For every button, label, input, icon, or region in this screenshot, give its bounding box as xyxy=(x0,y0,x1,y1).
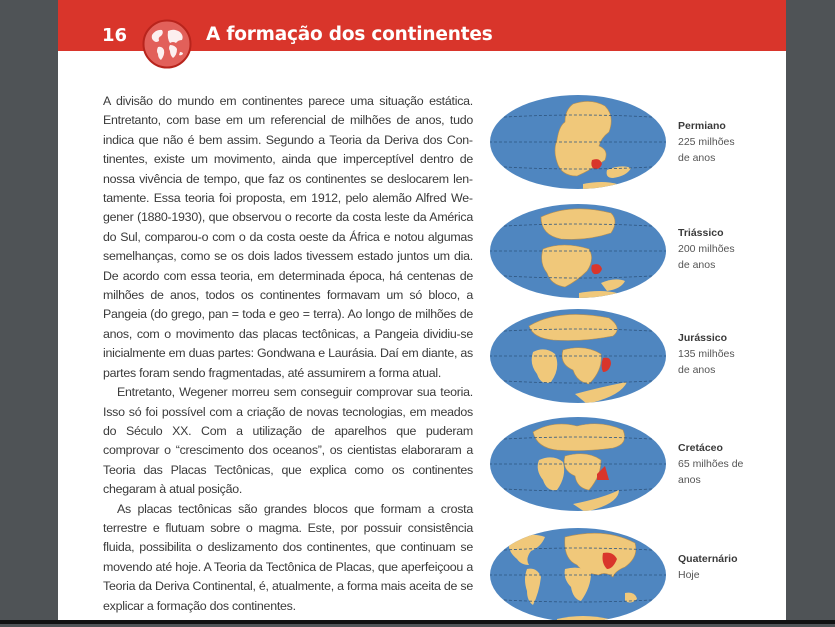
paragraph: As placas tectônicas são grandes blocos que formam a crosta terrestre e flutuam sobre o magma. Este, por possuir consistência fluida, possibilita o deslizamento dos continentes, que continuam se movendo até hoje. A Teoria da Tectônica de Placas, que aperfeiçoou a Teoria da Deriva Continental, é, atualmente, a forma mais aceita de se explicar a formação dos continentes. xyxy=(103,501,473,613)
era-age: 200 milhões de anos xyxy=(678,243,735,271)
page-number: 16 xyxy=(102,25,128,46)
chapter-title: A formação dos continentes xyxy=(206,24,493,45)
era-age: 225 milhões de anos xyxy=(678,136,735,164)
era-figure-permian xyxy=(489,94,779,194)
era-name: Triássico xyxy=(678,227,724,239)
era-age: 65 milhões de anos xyxy=(678,458,744,486)
era-age: 135 milhões de anos xyxy=(678,348,735,376)
paragraph: A divisão do mundo em continentes parece uma situação estática. Entretanto, com base em um referencial de milhões de anos, tudo indica que não é bem assim. Segundo a Teoria da Deriva dos Continentes, existe um movimento, ainda que imperceptível dentro de nossa vivência de tempo, que faz os continentes se deslocarem lentamente. Essa teoria foi proposta, em 1912, pelo alemão Alfred Wegener (1880-1930), que observou o recorte da costa leste da América do Sul, comparou-o com o da costa oeste da África e notou algumas semelhanças, como se os dois lados tivessem estado juntos um dia. De acordo com essa teoria, em determinada época, há centenas de milhões de anos, todos os continentes formavam um só bloco, a Pangeia (do grego, pan = toda e geo = terra). Ao longo de milhões de anos, com o movimento das placas tectônicas, a Pangeia dividiu-se inicialmente em duas partes: Gondwana e Laurásia. Daí em diante, as partes foram sendo fragmentadas, até assumirem a forma atual. xyxy=(103,94,473,380)
era-age: Hoje xyxy=(678,569,700,581)
paragraph: Entretanto, Wegener morreu sem conseguir comprovar sua teoria. Isso só foi possível com a criação de novas tecnologias, em meados do Século XX. Com a utilização de aparelhos que puderam comprovar o “crescimento dos oceanos”, os cientistas elaboraram a Teoria das Placas Tectônicas, que explica como os continentes chegaram à atual posição. xyxy=(103,385,473,497)
pangea-map-triassic-icon xyxy=(489,203,667,299)
era-caption xyxy=(678,551,738,583)
pangea-map-jurassic-icon xyxy=(489,308,667,404)
era-figure-jurassic xyxy=(489,308,779,408)
era-caption xyxy=(678,440,748,488)
chapter-header xyxy=(58,0,786,51)
era-figure-cretaceous xyxy=(489,416,779,516)
era-name: Jurássico xyxy=(678,332,728,344)
document-page xyxy=(58,0,786,624)
era-figure-triassic xyxy=(489,203,779,303)
era-figure-quaternary xyxy=(489,527,779,627)
pangea-map-permian-icon xyxy=(489,94,667,190)
world-map-present-icon xyxy=(489,527,667,623)
era-name: Quaternário xyxy=(678,553,738,565)
era-caption xyxy=(678,118,748,166)
era-caption xyxy=(678,330,748,378)
globe-icon xyxy=(142,19,192,69)
era-caption xyxy=(678,225,748,273)
viewer-bottom-edge xyxy=(0,620,835,624)
pangea-map-cretaceous-icon xyxy=(489,416,667,512)
era-name: Cretáceo xyxy=(678,442,723,454)
article-body xyxy=(103,92,473,616)
era-name: Permiano xyxy=(678,120,726,132)
